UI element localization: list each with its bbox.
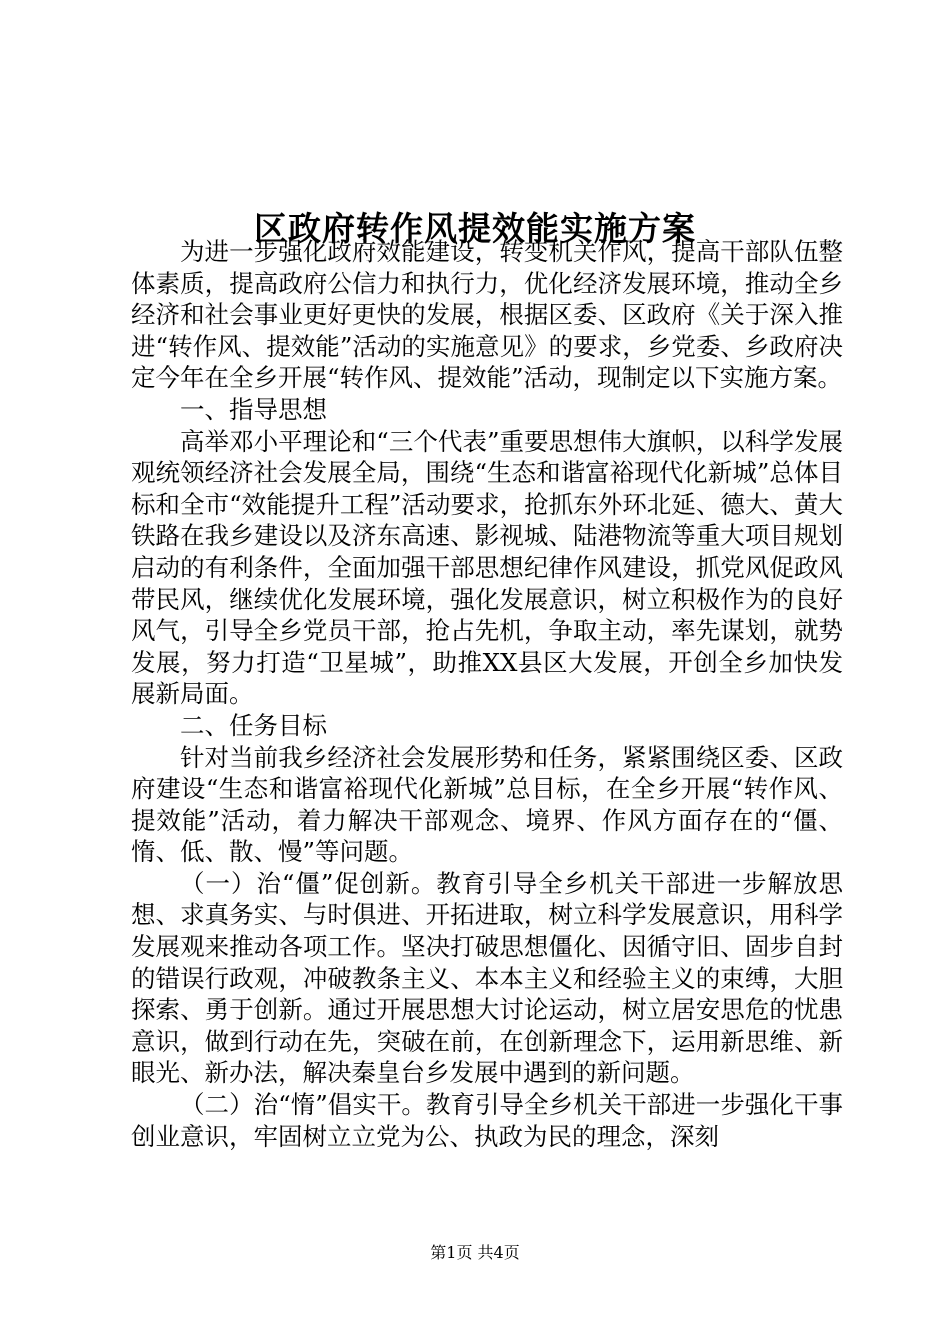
- page-footer: 第1页 共4页: [430, 1243, 520, 1262]
- section-heading-task-goals: 二、任务目标: [180, 710, 327, 740]
- item-2-paragraph: （二）治“惰”倡实干。教育引导全乡机关干部进一步强化干事创业意识，牢固树立立党为公、执政为民的理念，深刻: [131, 1090, 843, 1151]
- document-body: [131, 236, 843, 1152]
- task-goals-paragraph: 针对当前我乡经济社会发展形势和任务，紧紧围绕区委、区政府建设“生态和谐富裕现代化新城”总目标，在全乡开展“转作风、提效能”活动，着力解决干部观念、境界、作风方面存在的“僵、惰、低、散、慢”等问题。: [131, 742, 843, 867]
- intro-paragraph: 为进一步强化政府效能建设，转变机关作风，提高干部队伍整体素质，提高政府公信力和执行力，优化经济发展环境，推动全乡经济和社会事业更好更快的发展，根据区委、区政府《关于深入推进“转作风、提效能”活动的实施意见》的要求，乡党委、乡政府决定今年在全乡开展“转作风、提效能”活动，现制定以下实施方案。: [131, 237, 843, 393]
- document-title: 区政府转作风提效能实施方案: [254, 209, 696, 249]
- guiding-ideology-paragraph: 高举邓小平理论和“三个代表”重要思想伟大旗帜，以科学发展观统领经济社会发展全局，围绕“生态和谐富裕现代化新城”总体目标和全市“效能提升工程”活动要求，抢抓东外环北延、德大、黄大铁路在我乡建设以及济东高速、影视城、陆港物流等重大项目规划启动的有利条件，全面加强干部思想纪律作风建设，抓党风促政风带民风，继续优化发展环境，强化发展意识，树立积极作为的良好风气，引导全乡党员干部，抢占先机，争取主动，率先谋划，就势发展，努力打造“卫星城”，助推XX县区大发展，开创全乡加快发展新局面。: [131, 426, 843, 709]
- item-1-paragraph: （一）治“僵”促创新。教育引导全乡机关干部进一步解放思想、求真务实、与时俱进、开拓进取，树立科学发展意识，用科学发展观来推动各项工作。坚决打破思想僵化、因循守旧、固步自封的错误行政观，冲破教条主义、本本主义和经验主义的束缚，大胆探索、勇于创新。通过开展思想大讨论运动，树立居安思危的忧患意识，做到行动在先，突破在前，在创新理念下，运用新思维、新眼光、新办法，解决秦皇台乡发展中遇到的新问题。: [131, 868, 843, 1088]
- section-heading-guiding-ideology: 一、指导思想: [180, 394, 327, 424]
